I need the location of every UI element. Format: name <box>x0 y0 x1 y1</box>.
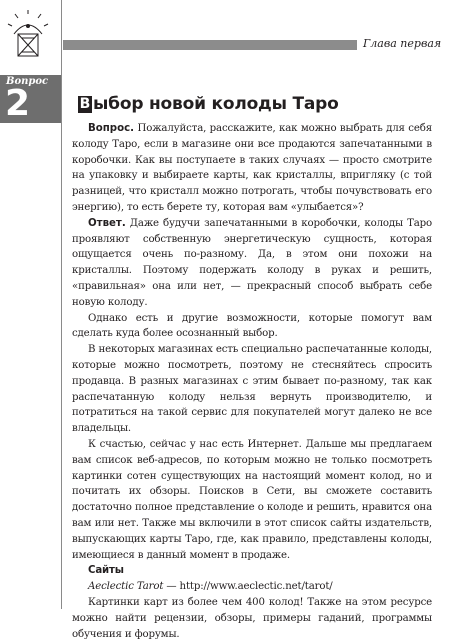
site-description: Картинки карт из более чем 400 колод! Также на этом ресурсе можно найти рецензии, обзоры, примеры гаданий, программы обучения и форумы. <box>72 596 432 640</box>
question-badge-number: 2 <box>5 83 31 124</box>
site-entry <box>72 579 432 595</box>
question-badge <box>0 75 61 123</box>
paragraph-question <box>72 121 432 216</box>
sites-heading: Сайты <box>88 565 124 577</box>
question-badge-label: Вопрос <box>6 76 49 87</box>
site-name: Aeclectic Tarot <box>88 581 164 593</box>
section-heading <box>78 94 339 114</box>
paragraph <box>72 342 432 437</box>
margin-rule <box>61 0 62 609</box>
body-text <box>72 121 432 642</box>
paragraph-lead: Ответ. <box>88 217 126 229</box>
chapter-title: Глава первая <box>363 37 442 50</box>
paragraph-lead: Вопрос. <box>88 123 135 134</box>
paragraph-text: К счастью, сейчас у нас есть Интернет. Дальше мы предлагаем вам список веб-адресов, по которым можно не только посмотреть картинки сотен существующих на настоящий момент колод, но и почитать их обзоры. Поисков в Сети, вы сможете составить достаточно полное представление о колоде и решить, нравится она вам или нет. Также мы включили в этот список сайты издательств, выпускающих карты Таро, где, как правило, представлены колоды, имеющиеся в данный момент в продаже. <box>72 438 432 561</box>
paragraph-text: Даже будучи запечатанными в коробочки, колоды Таро проявляют собственную энергетическую сущность, которая ощущается очень по-разному. Да, в этом они похожи на кристаллы. Поэтому подержать колоду в руках и решить, «правильная» она или нет, — прекрасный способ выбрать себе новую колоду. <box>72 217 432 308</box>
paragraph-text: Пожалуйста, расскажите, как можно выбрать для себя колоду Таро, если в магазине они все продаются запечатанными в коробочки. Как вы поступаете в таких случаях — просто смотрите на упаковку и выбираете карты, как кристаллы, впригляку (с той разницей, что кристалл можно потрогать, чтобы почувствовать его энергию), то есть берете ту, которая вам «улыбается»? <box>72 123 432 213</box>
heading-initial: В <box>79 95 91 112</box>
paragraph-answer <box>72 216 432 311</box>
paragraph <box>72 437 432 563</box>
tarot-emblem-icon <box>6 8 50 60</box>
site-url: — http://www.aeclectic.net/tarot/ <box>163 581 333 593</box>
paragraph-text: В некоторых магазинах есть специально распечатанные колоды, которые можно посмотреть, поэтому не стесняйтесь спросить продавца. В разных магазинах с этим бывает по-разному, так как распечатанную колоду нельзя вернуть производителю, и потратиться на такой сервис для покупателей могут далеко не все владельцы. <box>72 344 432 435</box>
paragraph-text: Однако есть и другие возможности, которые помогут вам сделать куда более осознанный выбор. <box>72 312 432 340</box>
chapter-header-bar <box>63 40 357 50</box>
heading-text: ыбор новой колоды Таро <box>93 94 339 114</box>
paragraph <box>72 311 432 343</box>
